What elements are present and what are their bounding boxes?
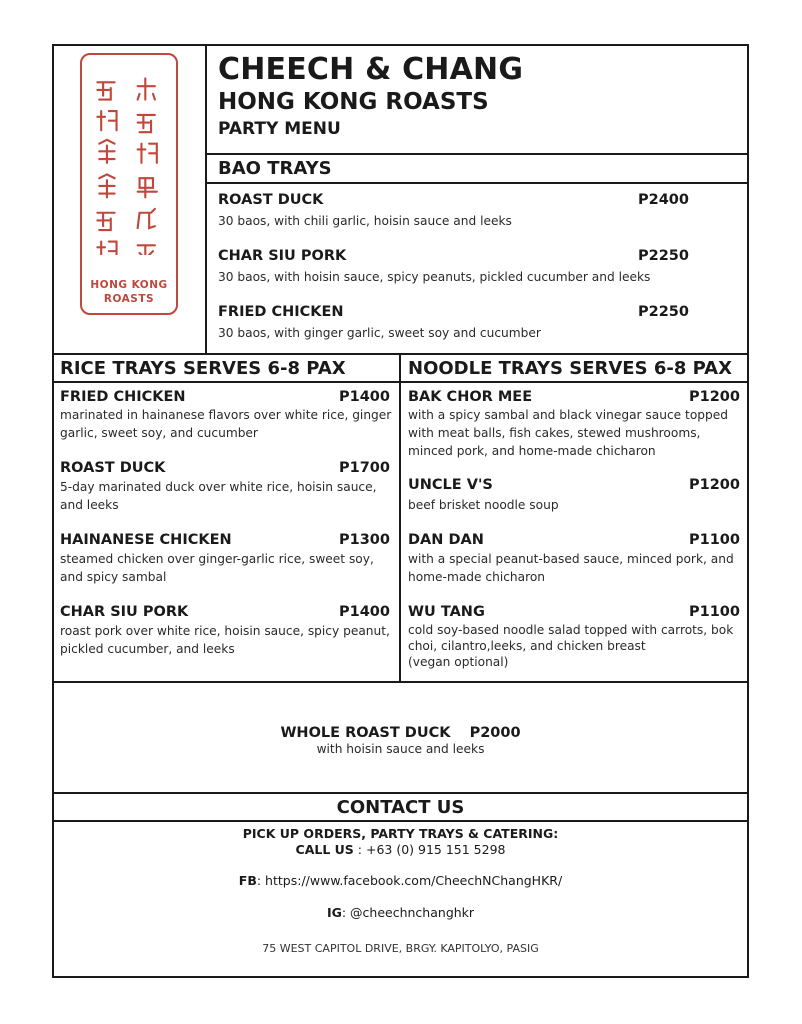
menu-item-name: ROAST DUCK <box>218 192 324 208</box>
logo-text-line1: HONG KONG <box>90 279 168 291</box>
menu-item-price: P1700 <box>339 460 390 476</box>
menu-item-desc: cold soy-based noodle salad topped with carrots, bok choi, cilantro,leeks, and chicken breast <box>408 623 734 653</box>
menu-item-name: DAN DAN <box>408 532 484 548</box>
menu-item-name: ROAST DUCK <box>60 460 166 476</box>
orders-line: PICK UP ORDERS, PARTY TRAYS & CATERING: <box>242 826 559 841</box>
menu-item-name: WU TANG <box>408 604 485 620</box>
menu-item-desc: 30 baos, with ginger garlic, sweet soy and cucumber <box>218 326 541 340</box>
menu-item-price: P2250 <box>638 304 689 320</box>
menu-name: PARTY MENU <box>218 119 341 139</box>
contact-heading: CONTACT US <box>336 797 465 818</box>
menu-item-price: P1200 <box>689 389 740 405</box>
menu-item-note: (vegan optional) <box>408 655 509 669</box>
divider <box>205 44 207 355</box>
menu-item-desc: 30 baos, with hoisin sauce, spicy peanuts, pickled cucumber and leeks <box>218 270 651 284</box>
restaurant-name: CHEECH & CHANG <box>218 52 524 87</box>
menu-item-price: P2400 <box>638 192 689 208</box>
menu-item-desc: roast pork over white rice, hoisin sauce, spicy peanut, pickled cucumber, and leeks <box>60 624 390 656</box>
instagram-label: IG <box>326 905 342 920</box>
menu-item-desc: with a spicy sambal and black vinegar sauce topped with meat balls, fish cakes, stewed mushrooms, minced pork, and home-made chicharon <box>408 408 728 458</box>
divider <box>52 792 749 794</box>
logo-text-line2: ROASTS <box>103 293 155 305</box>
phone-line <box>52 842 749 857</box>
menu-item-price: P1400 <box>339 389 390 405</box>
noodle-trays-heading: NOODLE TRAYS SERVES 6-8 PAX <box>408 358 732 379</box>
phone-label: CALL US <box>295 842 354 857</box>
address: 75 WEST CAPITOL DRIVE, BRGY. KAPITOLYO, PASIG <box>262 942 539 955</box>
instagram-handle[interactable]: : @cheechnchanghkr <box>341 905 475 920</box>
facebook-link[interactable]: : https://www.facebook.com/CheechNChangHKR/ <box>256 873 563 888</box>
restaurant-subtitle: HONG KONG ROASTS <box>218 89 489 115</box>
divider <box>205 182 749 184</box>
menu-item-desc: 30 baos, with chili garlic, hoisin sauce and leeks <box>218 214 512 228</box>
divider <box>205 153 749 155</box>
divider <box>399 353 401 682</box>
menu-item-desc: beef brisket noodle soup <box>408 498 559 512</box>
menu-item-name: FRIED CHICKEN <box>60 389 186 405</box>
menu-item-price: P1300 <box>339 532 390 548</box>
menu-item-price: P2250 <box>638 248 689 264</box>
whole-duck-desc: with hoisin sauce and leeks <box>316 742 485 756</box>
menu-item-name: FRIED CHICKEN <box>218 304 344 320</box>
menu-item-price: P1200 <box>689 477 740 493</box>
menu-item-desc: 5-day marinated duck over white rice, hoisin sauce, and leeks <box>60 480 377 512</box>
whole-duck-price: P2000 <box>469 725 521 741</box>
whole-duck-name: WHOLE ROAST DUCK <box>280 725 451 741</box>
rice-trays-heading: RICE TRAYS SERVES 6-8 PAX <box>60 358 346 379</box>
menu-item-price: P1100 <box>689 604 740 620</box>
divider <box>52 820 749 822</box>
menu-item-desc: with a special peanut-based sauce, minced pork, and home-made chicharon <box>408 552 734 584</box>
menu-item-desc: marinated in hainanese flavors over white rice, ginger garlic, sweet soy, and cucumber <box>60 408 392 440</box>
menu-item-name: UNCLE V'S <box>408 477 493 493</box>
menu-item-price: P1400 <box>339 604 390 620</box>
facebook-line <box>52 873 749 888</box>
menu-item-name: CHAR SIU PORK <box>218 248 347 264</box>
chinese-characters-logo-icon <box>82 65 176 255</box>
menu-item-name: BAK CHOR MEE <box>408 389 533 405</box>
menu-item-desc: steamed chicken over ginger-garlic rice, sweet soy, and spicy sambal <box>60 552 374 584</box>
brand-logo <box>80 53 178 315</box>
instagram-line <box>52 905 749 920</box>
bao-trays-heading: BAO TRAYS <box>218 158 332 179</box>
facebook-label: FB <box>238 873 257 888</box>
menu-item-name: CHAR SIU PORK <box>60 604 189 620</box>
phone-value: : +63 (0) 915 151 5298 <box>353 842 506 857</box>
menu-item-name: HAINANESE CHICKEN <box>60 532 232 548</box>
divider <box>52 681 749 683</box>
menu-item-price: P1100 <box>689 532 740 548</box>
whole-duck-block <box>52 722 749 741</box>
